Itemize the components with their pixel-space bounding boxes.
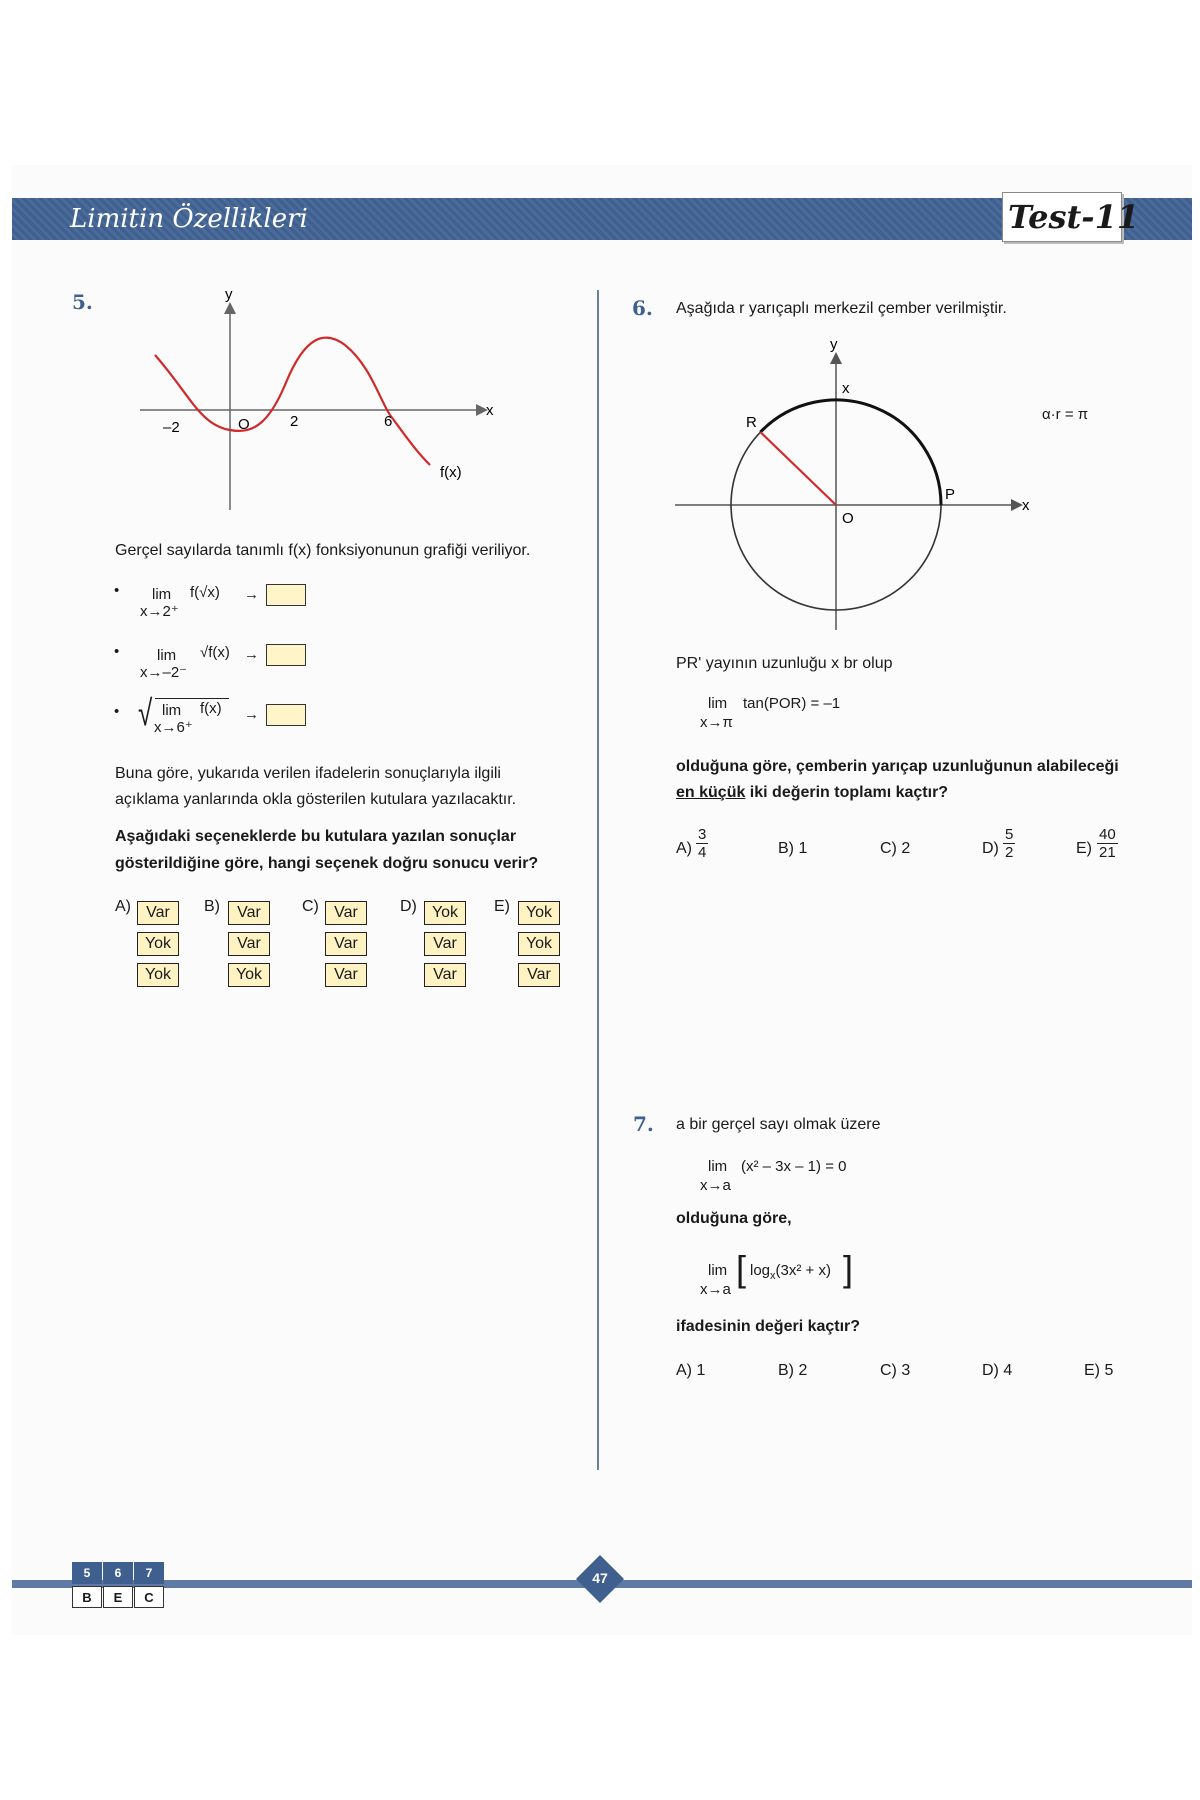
axis-x-label: x xyxy=(1022,497,1030,514)
q5-para2-line1: Aşağıdaki seçeneklerde bu kutulara yazılan sonuçlar xyxy=(115,828,517,845)
point-P-label: P xyxy=(945,486,956,503)
q5-function-graph xyxy=(130,285,500,515)
page-number: 47 xyxy=(592,1570,608,1586)
q7-option-c[interactable]: C) 3 xyxy=(880,1362,911,1379)
point-R-label: R xyxy=(746,414,757,431)
test-label: Test-11 xyxy=(1008,198,1140,236)
tick-neg2: –2 xyxy=(163,419,180,436)
q7-lim2-sub: x→a xyxy=(700,1281,731,1298)
q7-option-b[interactable]: B) 2 xyxy=(778,1362,808,1379)
q7-option-a[interactable]: A) 1 xyxy=(676,1362,706,1379)
q5-intro: Gerçel sayılarda tanımlı f(x) fonksiyonunun grafiği veriliyor. xyxy=(115,542,531,559)
tick-2: 2 xyxy=(290,413,299,430)
q6-lim: lim xyxy=(708,695,728,712)
q6-lim-sub: x→π xyxy=(700,714,733,731)
arc-PR xyxy=(760,400,941,505)
q7-lim1: lim xyxy=(708,1158,728,1175)
q7-lim2-expr: $\log_x(3x^2 + x)$ xyxy=(750,1262,831,1282)
tick-6: 6 xyxy=(384,413,393,430)
q6-note: α·r = π xyxy=(1042,406,1089,423)
answer-box-1[interactable] xyxy=(266,584,306,606)
q7-lim1-sub: x→a xyxy=(700,1177,731,1194)
q7-lim2: lim xyxy=(708,1262,728,1279)
q6-lim-expr: tan(POR) = –1 xyxy=(743,695,841,712)
q7-option-d[interactable]: D) 4 xyxy=(982,1362,1013,1379)
axis-x-label: x xyxy=(486,402,494,419)
q6-circle-figure xyxy=(670,335,1100,635)
q5-para1-line2: açıklama yanlarında okla gösterilen kutulara yazılacaktır. xyxy=(115,791,517,808)
radius-OR xyxy=(760,432,836,505)
q7-question: ifadesinin değeri kaçtır? xyxy=(676,1318,861,1335)
arc-label: x xyxy=(842,380,850,397)
question-7-number: 7. xyxy=(633,1112,654,1136)
q5-para2-line2: gösterildiğine göre, hangi seçenek doğru sonucu verir? xyxy=(115,855,539,872)
q6-intro: Aşağıda r yarıçaplı merkezil çember verilmiştir. xyxy=(676,300,1007,317)
question-6-number: 6. xyxy=(632,296,653,320)
answer-box-3[interactable] xyxy=(266,704,306,726)
function-label: f(x) xyxy=(440,464,462,481)
section-title: Limitin Özellikleri xyxy=(70,204,308,234)
axis-y-label: y xyxy=(225,286,233,303)
axis-y-label: y xyxy=(830,336,838,353)
q7-given: olduğuna göre, xyxy=(676,1210,792,1227)
column-divider xyxy=(597,290,599,1470)
q6-question-line2: en küçük iki değerin toplamı kaçtır? xyxy=(676,784,949,801)
q6-option-b[interactable]: B) 1 xyxy=(778,840,808,857)
q7-bracket-left: [ xyxy=(736,1248,747,1289)
q7-option-e[interactable]: E) 5 xyxy=(1084,1362,1114,1379)
q7-lim1-expr: (x² – 3x – 1) = 0 xyxy=(741,1158,847,1175)
q6-line1: PR' yayının uzunluğu x br olup xyxy=(676,655,893,672)
origin-label: O xyxy=(842,510,854,527)
origin-label: O xyxy=(238,416,250,433)
q5-para1-line1: Buna göre, yukarıda verilen ifadelerin sonuçlarıyla ilgili xyxy=(115,765,501,782)
q6-question-line1: olduğuna göre, çemberin yarıçap uzunluğunun alabileceği xyxy=(676,758,1119,775)
q7-intro: a bir gerçel sayı olmak üzere xyxy=(676,1116,881,1133)
function-curve xyxy=(155,338,430,465)
question-5-number: 5. xyxy=(72,290,93,314)
answer-box-2[interactable] xyxy=(266,644,306,666)
q7-bracket-right: ] xyxy=(843,1248,854,1289)
q6-option-c[interactable]: C) 2 xyxy=(880,840,911,857)
